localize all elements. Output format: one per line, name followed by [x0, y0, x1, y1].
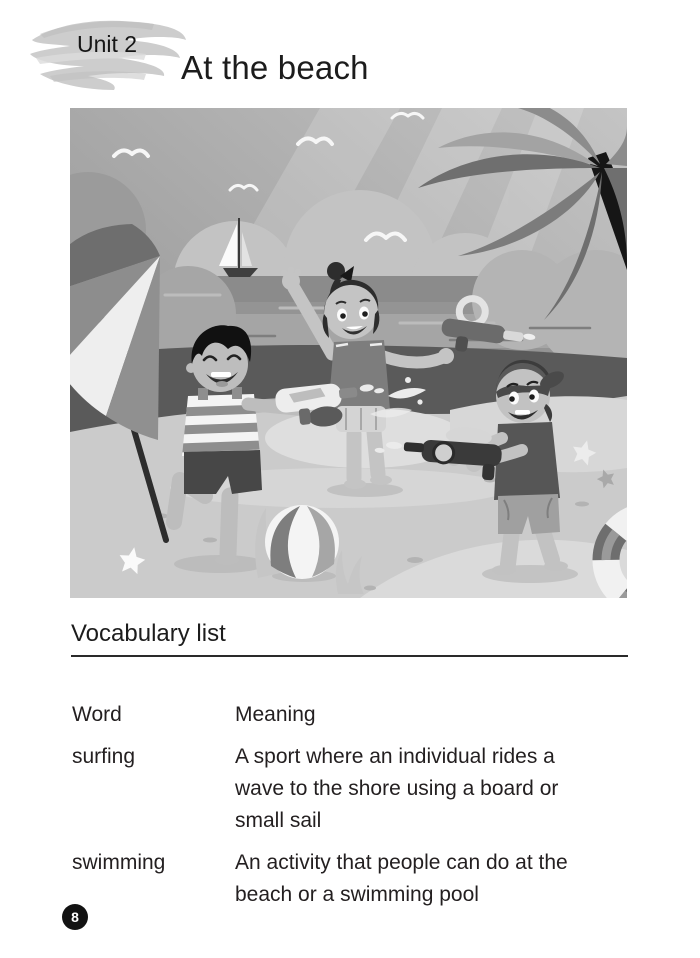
column-header-word: Word	[72, 703, 122, 726]
vocabulary-heading: Vocabulary list	[71, 620, 226, 647]
vocabulary-table	[72, 699, 629, 911]
column-header-meaning: Meaning	[235, 703, 316, 726]
vocab-meaning: An activity that people can do at the beach or a swimming pool	[235, 851, 568, 906]
vocab-word: swimming	[72, 851, 166, 874]
page-number-badge: 8	[62, 904, 88, 930]
vocab-word: surfing	[72, 745, 136, 768]
beach-ball	[265, 505, 339, 579]
vocabulary-section-header	[71, 620, 628, 657]
vocab-meaning: A sport where an individual rides a wave to the shore using a board or small sail	[235, 745, 559, 832]
beach-illustration	[70, 108, 627, 598]
unit-label: Unit 2	[77, 31, 138, 57]
page-title: At the beach	[181, 49, 369, 86]
